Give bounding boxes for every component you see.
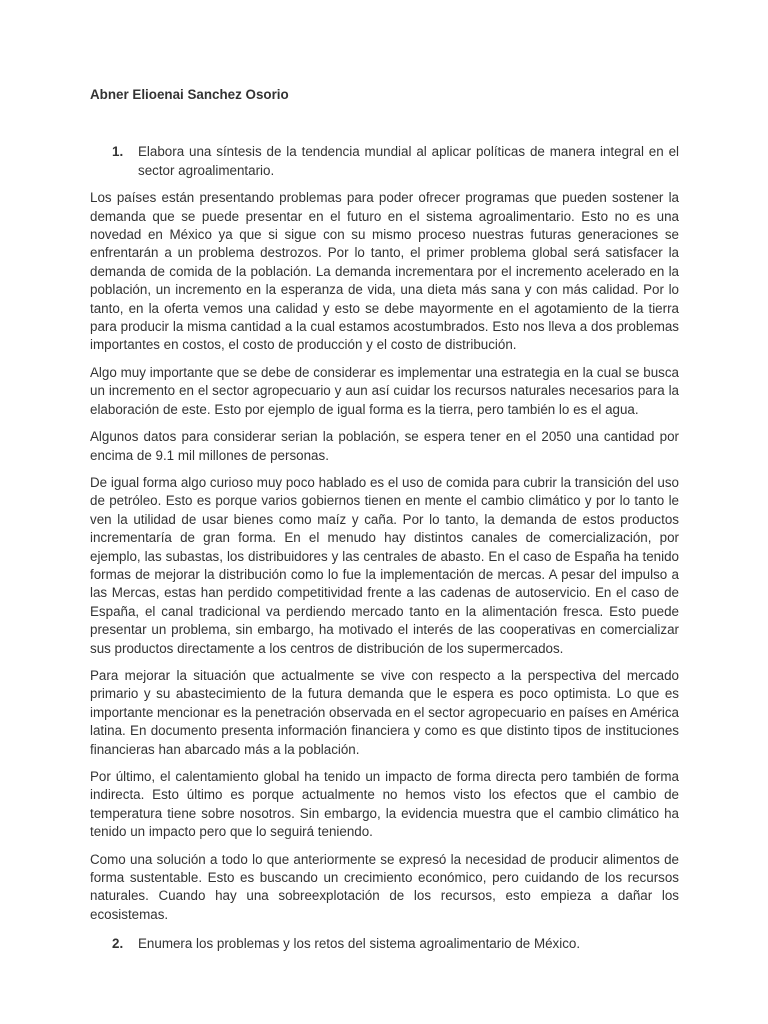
paragraph-5: Para mejorar la situación que actualmente se vive con respecto a la perspectiva del mercado primario y su abastecimiento de la futura demanda que le espera es poco optimista. Lo que es importante mencionar es la penetración observada en el sector agropecuario en países en América latina. En documento presenta información financiera y como es que distinto tipos de instituciones financieras han abarcado más a la población. [90, 667, 679, 757]
paragraph-3: Algunos datos para considerar serian la población, se espera tener en el 2050 una cantidad por encima de 9.1 mil millones de personas. [90, 429, 679, 463]
document-page [90, 86, 679, 954]
question-2-text: Enumera los problemas y los retos del sistema agroalimentario de México. [138, 936, 581, 952]
question-1-text: Elabora una síntesis de la tendencia mundial al aplicar políticas de manera integral en el sector agroalimentario. [138, 144, 679, 178]
paragraph-6: Por último, el calentamiento global ha tenido un impacto de forma directa pero también de forma indirecta. Esto último es porque actualmente no hemos visto los efectos que el cambio de temperatura tiene sobre nosotros. Sin embargo, la evidencia muestra que el cambio climático ha tenido un impacto pero que lo seguirá teniendo. [90, 769, 679, 840]
paragraph-4: De igual forma algo curioso muy poco hablado es el uso de comida para cubrir la transición del uso de petróleo. Esto es porque varios gobiernos tienen en mente el cambio climático y por lo tanto le ven la utilidad de usar bienes como maíz y caña. Por lo tanto, la demanda de estos productos incrementaría de gran forma. En el menudo hay distintos canales de comercialización, por ejemplo, las subastas, los distribuidores y las centrales de abasto. En el caso de España ha tenido formas de mejorar la distribución como lo fue la implementación de mercas. A pesar del impulso a las Mercas, estas han perdido competitividad frente a las cadenas de autoservicio. En el caso de España, el canal tradicional va perdiendo mercado tanto en la alimentación fresca. Esto puede presentar un problema, sin embargo, ha motivado el interés de las cooperativas en comercializar sus productos directamente a los centros de distribución de los supermercados. [90, 474, 679, 656]
question-1-number: 1. [112, 144, 124, 160]
paragraph-1: Los países están presentando problemas para poder ofrecer programas que pueden sostener la demanda que se puede presentar en el futuro en el sistema agroalimentario. Esto no es una novedad en México ya que si sigue con su mismo proceso nuestras futuras generaciones se enfrentarán a un problema destrozos. Por lo tanto, el primer problema global será satisfacer la demanda de comida de la población. La demanda incrementara por el incremento acelerado en la población, un incremento en la esperanza de vida, una dieta más sana y con más calidad. Por lo tanto, en la oferta vemos una calidad y esto se debe mayormente en el agotamiento de la tierra para producir la misma cantidad a la cual estamos acostumbrados. Esto nos lleva a dos problemas importantes en costos, el costo de producción y el costo de distribución. [90, 190, 679, 353]
author-name: Abner Elioenai Sanchez Osorio [90, 87, 289, 102]
paragraph-7: Como una solución a todo lo que anteriormente se expresó la necesidad de producir alimentos de forma sustentable. Esto es buscando un crecimiento económico, pero cuidando de los recursos naturales. Cuando hay una sobreexplotación de los recursos, esto empieza a dañar los ecosistemas. [90, 851, 679, 922]
question-1 [112, 143, 679, 180]
question-2 [112, 935, 679, 953]
question-2-number: 2. [112, 936, 124, 952]
paragraph-2: Algo muy importante que se debe de considerar es implementar una estrategia en la cual se busca un incremento en el sector agropecuario y aun así cuidar los recursos naturales necesarios para la elaboración de este. Esto por ejemplo de igual forma es la tierra, pero también lo es el agua. [90, 364, 679, 417]
